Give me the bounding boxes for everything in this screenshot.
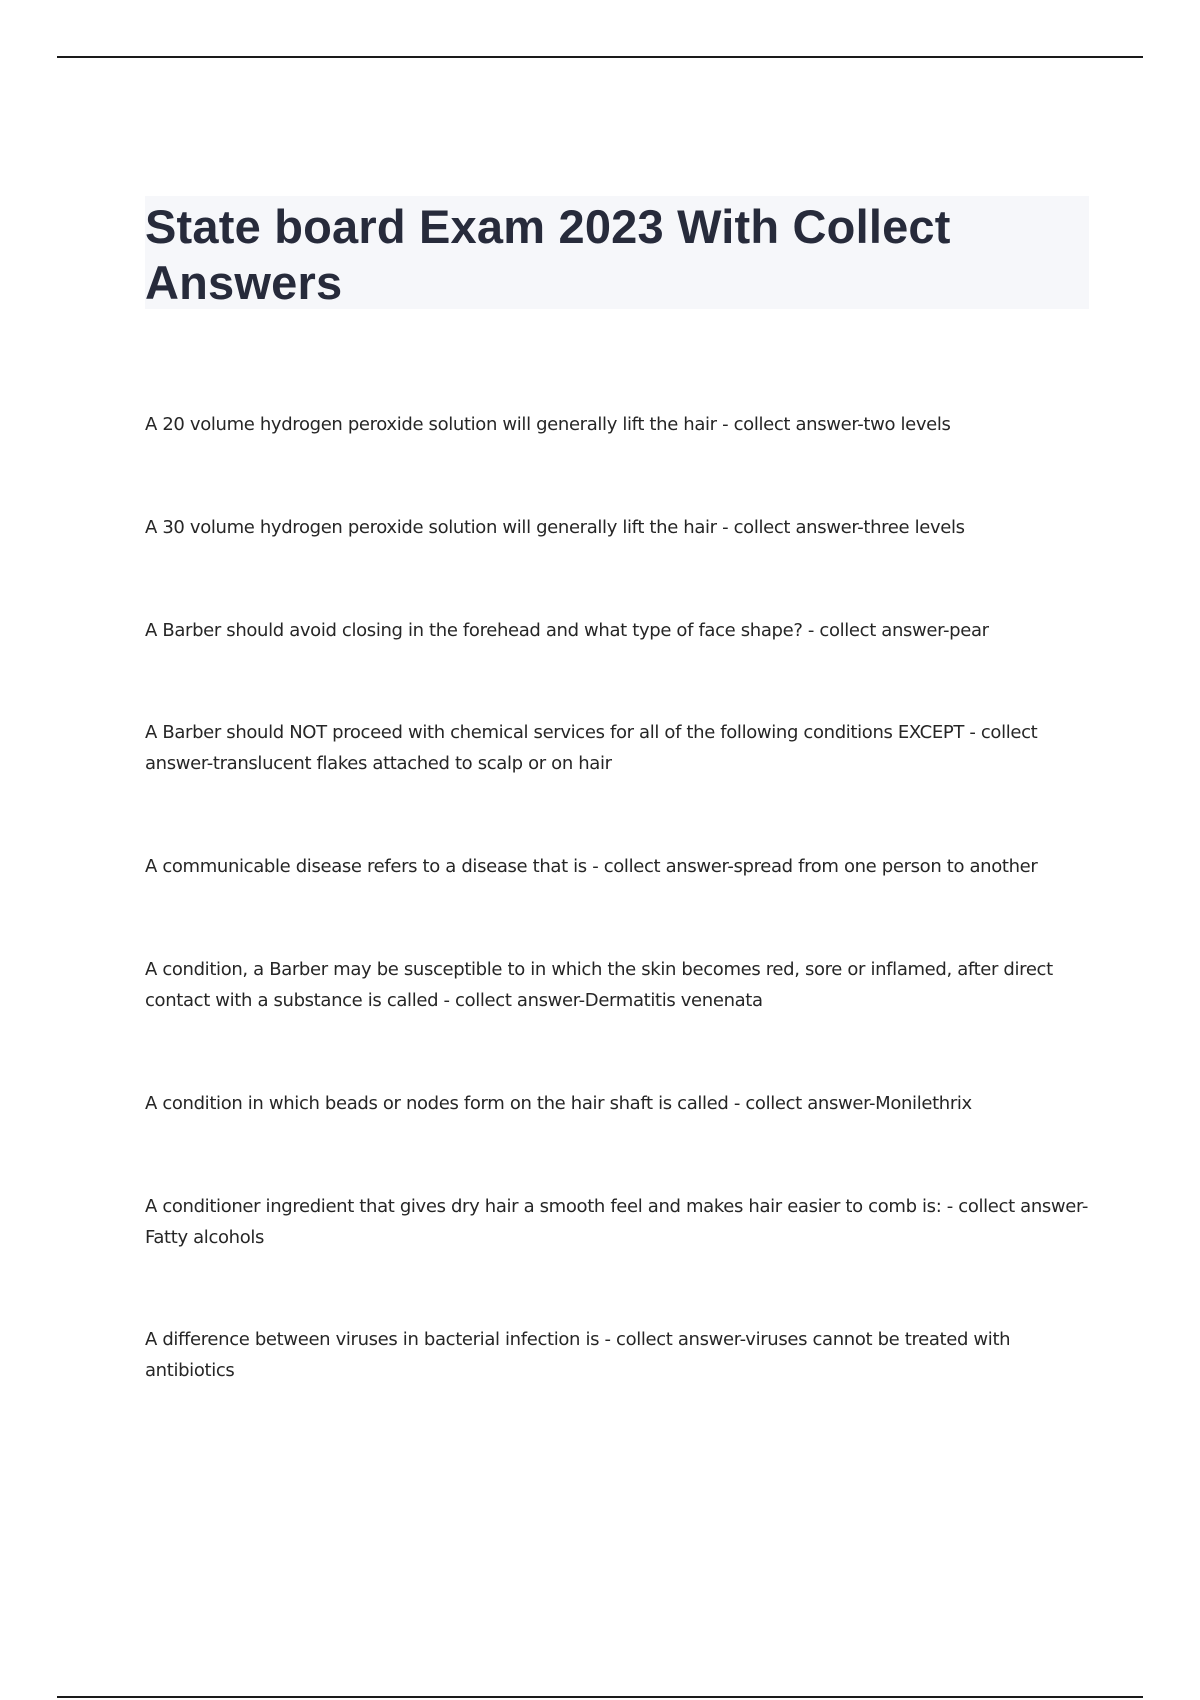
qa-item: A 30 volume hydrogen peroxide solution will generally lift the hair - collect answer-three levels xyxy=(145,517,965,538)
qa-item: A communicable disease refers to a disease that is - collect answer-spread from one person to another xyxy=(145,856,1038,877)
qa-item: A 20 volume hydrogen peroxide solution will generally lift the hair - collect answer-two levels xyxy=(145,414,951,435)
footer-rule xyxy=(57,1696,1143,1698)
header-rule xyxy=(57,56,1143,58)
document-title: State board Exam 2023 With Collect Answers xyxy=(145,200,951,309)
qa-item: A Barber should NOT proceed with chemical services for all of the following conditions EXCEPT - collect answer-translucent flakes attached to scalp or on hair xyxy=(145,722,1038,774)
title-block xyxy=(145,196,1089,309)
qa-item: A conditioner ingredient that gives dry hair a smooth feel and makes hair easier to comb is: - collect answer-Fatty alcohols xyxy=(145,1196,1089,1248)
qa-item: A condition, a Barber may be susceptible to in which the skin becomes red, sore or inflamed, after direct contact with a substance is called - collect answer-Dermatitis venenata xyxy=(145,959,1053,1011)
qa-item: A Barber should avoid closing in the forehead and what type of face shape? - collect answer-pear xyxy=(145,620,989,641)
qa-item: A difference between viruses in bacterial infection is - collect answer-viruses cannot be treated with antibiotics xyxy=(145,1329,1011,1381)
qa-item: A condition in which beads or nodes form on the hair shaft is called - collect answer-Monilethrix xyxy=(145,1093,972,1114)
